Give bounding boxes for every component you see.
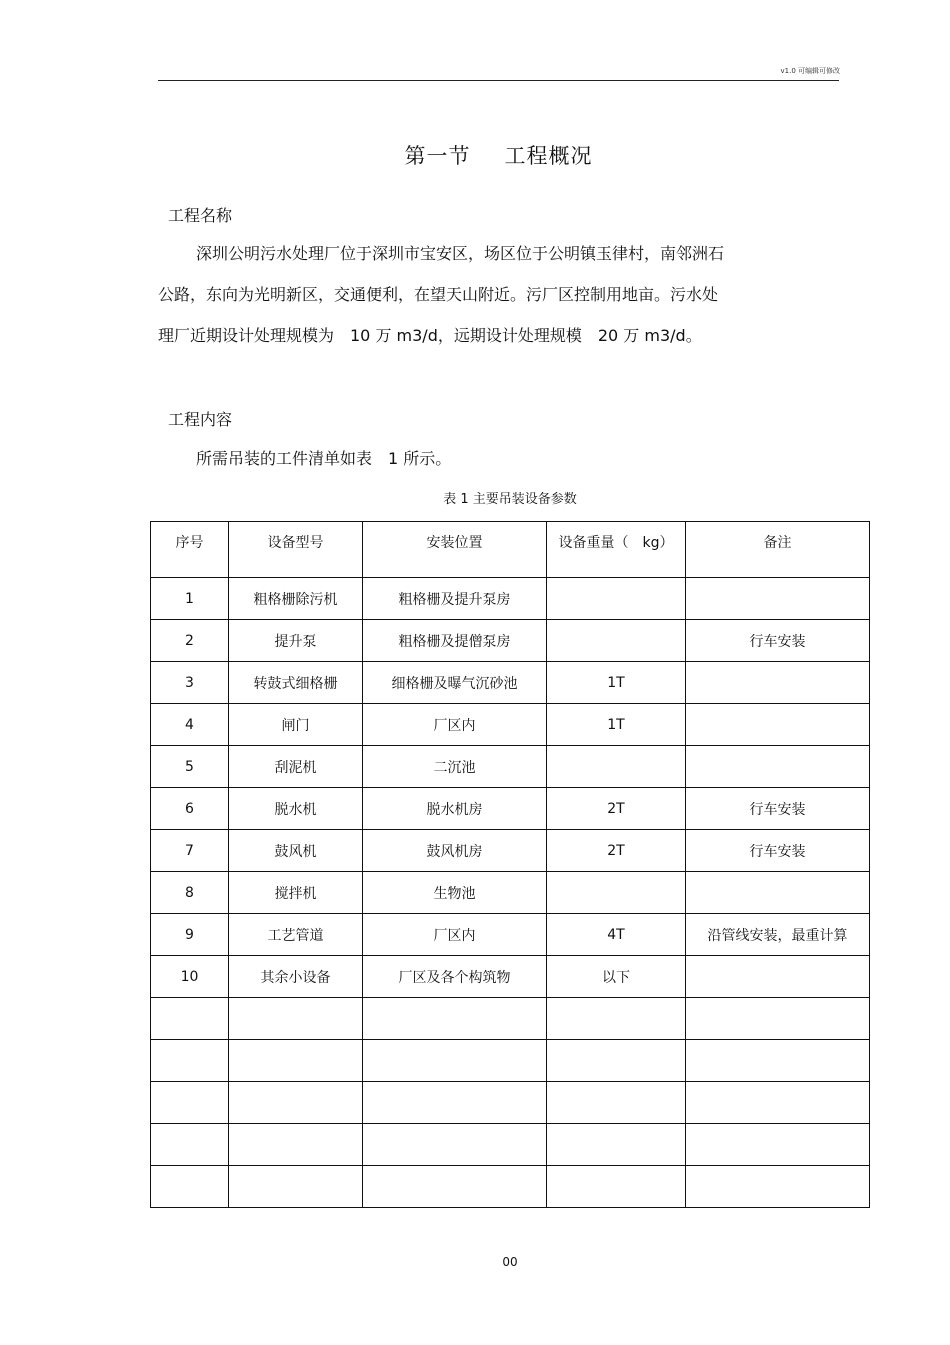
cell-weight: 4T bbox=[547, 914, 686, 956]
cell-weight bbox=[547, 1040, 686, 1082]
cell-model: 工艺管道 bbox=[229, 914, 363, 956]
cell-weight bbox=[547, 1166, 686, 1208]
header-version-note: v1.0 可编辑可修改 bbox=[780, 67, 840, 75]
cell-index: 7 bbox=[151, 830, 229, 872]
section-heading-project-name: 工程名称 bbox=[168, 206, 233, 225]
table-row bbox=[151, 1040, 870, 1082]
cell-weight bbox=[547, 872, 686, 914]
table-row bbox=[151, 914, 870, 956]
table-row bbox=[151, 956, 870, 998]
cell-index bbox=[151, 1124, 229, 1166]
table-row bbox=[151, 578, 870, 620]
cell-model: 粗格栅除污机 bbox=[229, 578, 363, 620]
cell-weight: 1T bbox=[547, 704, 686, 746]
paragraph-line: 所需吊装的工件清单如表 1 所示。 bbox=[196, 449, 452, 468]
cell-location: 粗格栅及提僧泵房 bbox=[363, 620, 547, 662]
cell-index: 10 bbox=[151, 956, 229, 998]
table-row bbox=[151, 872, 870, 914]
page-number: 00 bbox=[502, 1255, 518, 1269]
table-row bbox=[151, 830, 870, 872]
page-title bbox=[158, 140, 839, 170]
cell-remarks bbox=[686, 1082, 870, 1124]
cell-weight bbox=[547, 998, 686, 1040]
cell-location: 粗格栅及提升泵房 bbox=[363, 578, 547, 620]
header-cell-index: 序号 bbox=[151, 522, 229, 578]
cell-index: 8 bbox=[151, 872, 229, 914]
paragraph-line: 公路，东向为光明新区，交通便利，在望天山附近。污厂区控制用地亩。污水处 bbox=[158, 285, 719, 304]
cell-model: 搅拌机 bbox=[229, 872, 363, 914]
table-caption: 表 1 主要吊装设备参数 bbox=[443, 492, 577, 507]
cell-model bbox=[229, 1166, 363, 1208]
cell-index: 6 bbox=[151, 788, 229, 830]
cell-remarks: 沿管线安装，最重计算 bbox=[686, 914, 870, 956]
table-row bbox=[151, 788, 870, 830]
cell-location bbox=[363, 1124, 547, 1166]
cell-model bbox=[229, 1124, 363, 1166]
cell-weight: 1T bbox=[547, 662, 686, 704]
paragraph-line: 理厂近期设计处理规模为 10 万 m3/d，远期设计处理规模 20 万 m3/d。 bbox=[158, 326, 702, 345]
cell-index bbox=[151, 998, 229, 1040]
table-row bbox=[151, 620, 870, 662]
cell-remarks bbox=[686, 1040, 870, 1082]
cell-remarks bbox=[686, 662, 870, 704]
cell-location bbox=[363, 1040, 547, 1082]
cell-location: 厂区内 bbox=[363, 914, 547, 956]
cell-location bbox=[363, 998, 547, 1040]
table-row bbox=[151, 704, 870, 746]
cell-model bbox=[229, 1082, 363, 1124]
table-intro bbox=[158, 438, 798, 479]
cell-model: 提升泵 bbox=[229, 620, 363, 662]
cell-index: 1 bbox=[151, 578, 229, 620]
cell-weight: 2T bbox=[547, 830, 686, 872]
header-cell-weight: 设备重量（ kg） bbox=[547, 522, 686, 578]
project-description bbox=[158, 233, 798, 356]
equipment-table bbox=[150, 521, 870, 1208]
cell-model bbox=[229, 1040, 363, 1082]
table-row bbox=[151, 998, 870, 1040]
cell-location: 脱水机房 bbox=[363, 788, 547, 830]
cell-index bbox=[151, 1040, 229, 1082]
cell-index bbox=[151, 1082, 229, 1124]
cell-index: 3 bbox=[151, 662, 229, 704]
table-row bbox=[151, 746, 870, 788]
section-heading-project-content: 工程内容 bbox=[168, 410, 233, 429]
header-cell-model: 设备型号 bbox=[229, 522, 363, 578]
cell-location bbox=[363, 1082, 547, 1124]
cell-model: 刮泥机 bbox=[229, 746, 363, 788]
cell-model: 鼓风机 bbox=[229, 830, 363, 872]
cell-weight: 2T bbox=[547, 788, 686, 830]
cell-index: 9 bbox=[151, 914, 229, 956]
cell-location: 厂区及各个构筑物 bbox=[363, 956, 547, 998]
cell-remarks bbox=[686, 956, 870, 998]
cell-location: 厂区内 bbox=[363, 704, 547, 746]
cell-location: 鼓风机房 bbox=[363, 830, 547, 872]
cell-location: 二沉池 bbox=[363, 746, 547, 788]
cell-remarks bbox=[686, 704, 870, 746]
table-row bbox=[151, 662, 870, 704]
table-row bbox=[151, 1166, 870, 1208]
cell-weight bbox=[547, 1124, 686, 1166]
cell-remarks bbox=[686, 998, 870, 1040]
cell-weight bbox=[547, 578, 686, 620]
table-row bbox=[151, 1124, 870, 1166]
cell-model bbox=[229, 998, 363, 1040]
cell-location bbox=[363, 1166, 547, 1208]
cell-model: 转鼓式细格栅 bbox=[229, 662, 363, 704]
table-header-row bbox=[151, 522, 870, 578]
cell-weight: 以下 bbox=[547, 956, 686, 998]
cell-remarks: 行车安装 bbox=[686, 830, 870, 872]
cell-index bbox=[151, 1166, 229, 1208]
cell-model: 闸门 bbox=[229, 704, 363, 746]
cell-weight bbox=[547, 746, 686, 788]
cell-index: 5 bbox=[151, 746, 229, 788]
title-section-name: 工程概况 bbox=[504, 144, 593, 168]
cell-remarks bbox=[686, 1166, 870, 1208]
table-row bbox=[151, 1082, 870, 1124]
cell-location: 生物池 bbox=[363, 872, 547, 914]
cell-remarks bbox=[686, 746, 870, 788]
cell-remarks bbox=[686, 1124, 870, 1166]
paragraph-line: 深圳公明污水处理厂位于深圳市宝安区，场区位于公明镇玉律村，南邻洲石 bbox=[196, 244, 725, 263]
cell-remarks bbox=[686, 578, 870, 620]
cell-model: 脱水机 bbox=[229, 788, 363, 830]
cell-location: 细格栅及曝气沉砂池 bbox=[363, 662, 547, 704]
cell-remarks bbox=[686, 872, 870, 914]
header-cell-location: 安装位置 bbox=[363, 522, 547, 578]
cell-model: 其余小设备 bbox=[229, 956, 363, 998]
header-cell-remarks: 备注 bbox=[686, 522, 870, 578]
cell-remarks: 行车安装 bbox=[686, 788, 870, 830]
cell-weight bbox=[547, 1082, 686, 1124]
cell-weight bbox=[547, 620, 686, 662]
cell-index: 4 bbox=[151, 704, 229, 746]
cell-remarks: 行车安装 bbox=[686, 620, 870, 662]
title-section-number: 第一节 bbox=[404, 144, 471, 168]
header-rule bbox=[158, 80, 839, 81]
cell-index: 2 bbox=[151, 620, 229, 662]
